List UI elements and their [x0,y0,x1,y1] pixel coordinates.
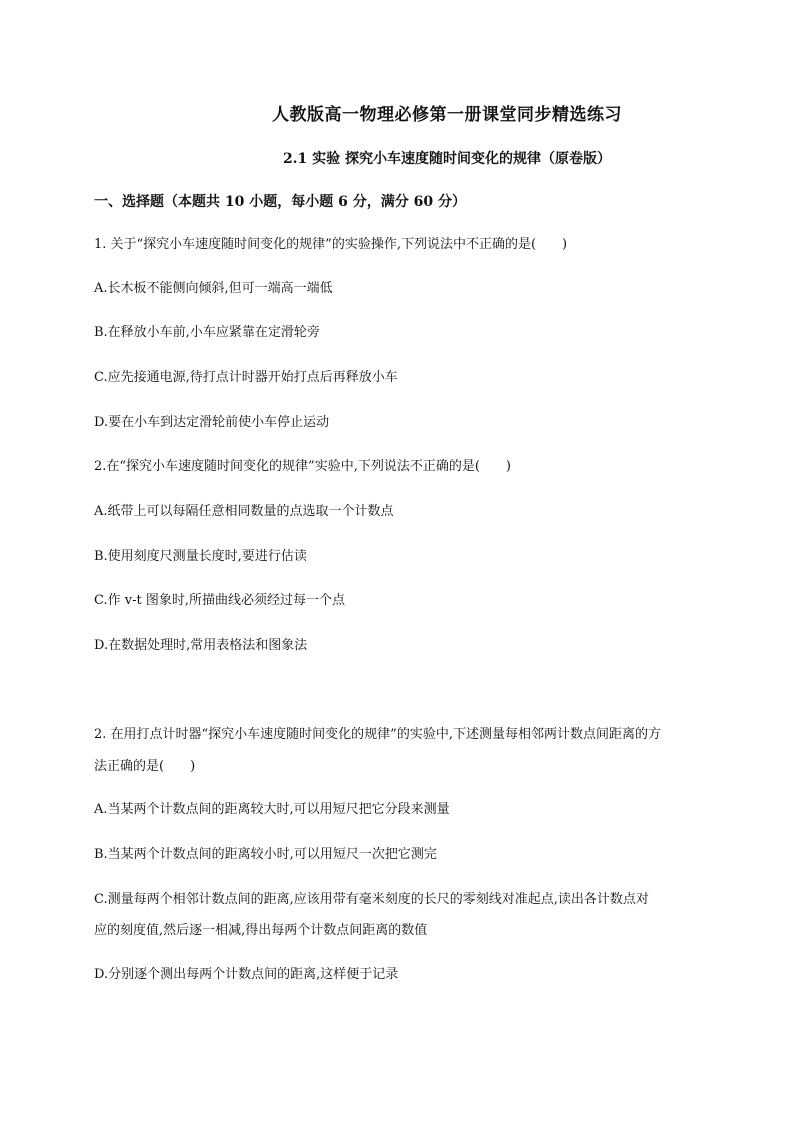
question-3-stem-line-1: 2. 在用打点计时器“探究小车速度随时间变化的规律”的实验中,下述测量每相邻两计数点间距离的方 [94,727,661,742]
question-2-stem: 2.在“探究小车速度随时间变化的规律”实验中,下列说法不正确的是( ) [94,459,511,474]
question-2-option-a: A.纸带上可以每隔任意相同数量的点选取一个计数点 [94,504,394,519]
question-1-option-a: A.长木板不能侧向倾斜,但可一端高一端低 [94,281,333,296]
document-title: 人教版高一物理必修第一册课堂同步精选练习 [272,105,622,125]
question-2-option-b: B.使用刻度尺测量长度时,要进行估读 [94,549,307,564]
question-1-stem: 1. 关于“探究小车速度随时间变化的规律”的实验操作,下列说法中不正确的是( ) [94,237,568,252]
question-3-option-d: D.分别逐个测出每两个计数点间的距离,这样便于记录 [94,967,399,982]
section-heading: 一、选择题（本题共 10 小题，每小题 6 分，满分 60 分） [94,194,466,210]
question-2-option-d: D.在数据处理时,常用表格法和图象法 [94,638,308,653]
question-2-option-c: C.作 v-t 图象时,所描曲线必须经过每一个点 [94,593,345,608]
question-1-option-b: B.在释放小车前,小车应紧靠在定滑轮旁 [94,325,320,340]
document-subtitle: 2.1 实验 探究小车速度随时间变化的规律（原卷版） [282,151,612,167]
question-3-option-c-line-1: C.测量每两个相邻计数点间的距离,应该用带有毫米刻度的长尺的零刻线对准起点,读出各计数点对 [94,892,649,907]
question-1-option-d: D.要在小车到达定滑轮前使小车停止运动 [94,415,330,430]
question-3-option-c-line-2: 应的刻度值,然后逐一相减,得出每两个计数点间距离的数值 [94,923,428,938]
question-1-option-c: C.应先接通电源,待打点计时器开始打点后再释放小车 [94,370,398,385]
question-3-option-a: A.当某两个计数点间的距离较大时,可以用短尺把它分段来测量 [94,802,450,817]
question-3-stem-line-2: 法正确的是( ) [94,759,196,774]
question-3-option-b: B.当某两个计数点间的距离较小时,可以用短尺一次把它测完 [94,847,437,862]
